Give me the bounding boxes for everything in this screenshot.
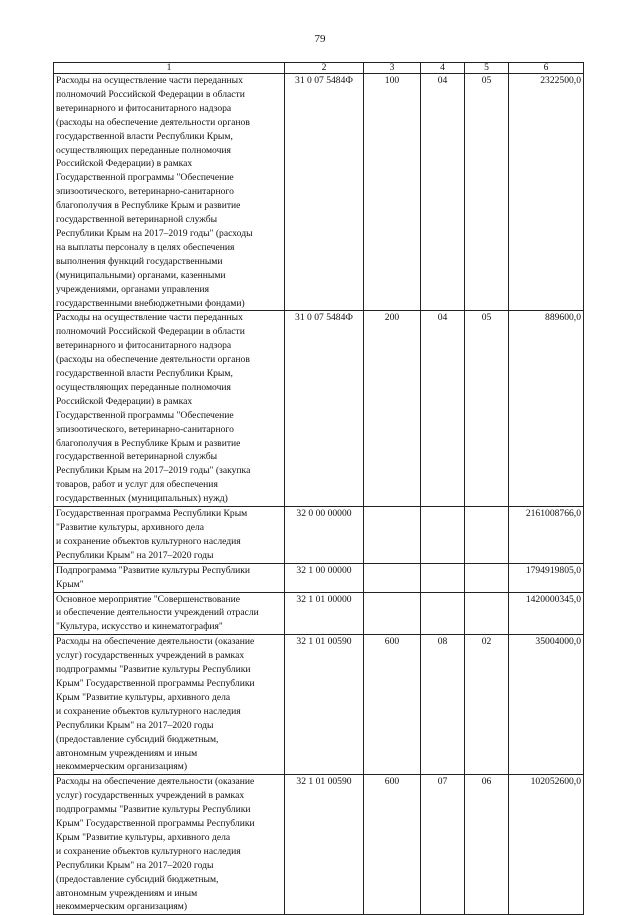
row-section: 04: [421, 311, 465, 507]
table-row: [54, 592, 584, 635]
row-description: Основное мероприятие "Совершенствование и обеспечение деятельности учреждений отрасли "Культура, искусство и кинематография": [54, 592, 285, 635]
row-target-code: 32 1 01 00590: [285, 775, 364, 915]
row-expense-type: [364, 563, 421, 592]
page-number: 79: [314, 33, 326, 45]
header-col-5: 5: [465, 63, 509, 74]
row-subsection: [465, 563, 509, 592]
table-row: [54, 311, 584, 507]
row-expense-type: [364, 507, 421, 564]
row-description: Расходы на осуществление части переданных полномочий Российской Федерации в области ветеринарного и фитосанитарного надзора (расходы на обеспечение деятельности органов государственной власти Республики Крым, осуществляющих переданные полномочия Российской Федерации) в рамках Государственной программы "Обеспечение эпизоотического, ветеринарно-санитарного благополучия в Республике Крым и развитие государственной ветеринарной службы Республики Крым на 2017–2019 годы" (закупка товаров, работ и услуг для обеспечения государственных (муниципальных) нужд): [54, 311, 285, 507]
row-amount: 2322500,0: [509, 74, 584, 311]
row-amount: 1420000345,0: [509, 592, 584, 635]
header-col-6: 6: [509, 63, 584, 74]
row-section: 08: [421, 635, 465, 775]
row-amount: 35004000,0: [509, 635, 584, 775]
header-col-4: 4: [421, 63, 465, 74]
header-row: [54, 63, 584, 74]
row-description: Расходы на осуществление части переданных полномочий Российской Федерации в области ветеринарного и фитосанитарного надзора (расходы на обеспечение деятельности органов государственной власти Республики Крым, осуществляющих переданные полномочия Российской Федерации) в рамках Государственной программы "Обеспечение эпизоотического, ветеринарно-санитарного благополучия в Республике Крым и развитие государственной ветеринарной службы Республики Крым на 2017–2019 годы" (расходы на выплаты персоналу в целях обеспечения выполнения функций государственными (муниципальными) органами, казенными учреждениями, органами управления государственными внебюджетными фондами): [54, 74, 285, 311]
row-section: 07: [421, 775, 465, 915]
row-target-code: 31 0 07 5484Ф: [285, 74, 364, 311]
row-target-code: 32 1 00 00000: [285, 563, 364, 592]
row-expense-type: [364, 592, 421, 635]
row-amount: 2161008766,0: [509, 507, 584, 564]
row-subsection: [465, 592, 509, 635]
table-header: [54, 63, 584, 74]
row-subsection: 05: [465, 74, 509, 311]
table-row: [54, 563, 584, 592]
header-col-1: 1: [54, 63, 285, 74]
row-subsection: [465, 507, 509, 564]
row-subsection: 06: [465, 775, 509, 915]
header-col-2: 2: [285, 63, 364, 74]
row-expense-type: 600: [364, 635, 421, 775]
row-amount: 1794919805,0: [509, 563, 584, 592]
row-description: Расходы на обеспечение деятельности (оказание услуг) государственных учреждений в рамках подпрограммы "Развитие культуры Республики Крым" Государственной программы Республики Крым "Развитие культуры, архивного дела и сохранение объектов культурного наследия Республики Крым" на 2017–2020 годы (предоставление субсидий бюджетным, автономным учреждениям и иным некоммерческим организациям): [54, 635, 285, 775]
row-amount: 102052600,0: [509, 775, 584, 915]
row-section: [421, 507, 465, 564]
table-row: [54, 507, 584, 564]
row-description: Подпрограмма "Развитие культуры Республики Крым": [54, 563, 285, 592]
row-section: [421, 592, 465, 635]
row-description: Расходы на обеспечение деятельности (оказание услуг) государственных учреждений в рамках подпрограммы "Развитие культуры Республики Крым" Государственной программы Республики Крым "Развитие культуры, архивного дела и сохранение объектов культурного наследия Республики Крым" на 2017–2020 годы (предоставление субсидий бюджетным, автономным учреждениям и иным некоммерческим организациям): [54, 775, 285, 915]
row-expense-type: 100: [364, 74, 421, 311]
table-row: [54, 775, 584, 915]
header-col-3: 3: [364, 63, 421, 74]
row-subsection: 05: [465, 311, 509, 507]
table-row: [54, 74, 584, 311]
row-target-code: 32 1 01 00000: [285, 592, 364, 635]
table-body: [54, 74, 584, 915]
row-section: 04: [421, 74, 465, 311]
row-subsection: 02: [465, 635, 509, 775]
row-target-code: 32 1 01 00590: [285, 635, 364, 775]
budget-table: [53, 62, 584, 915]
row-section: [421, 563, 465, 592]
row-description: Государственная программа Республики Крым "Развитие культуры, архивного дела и сохранение объектов культурного наследия Республики Крым" на 2017–2020 годы: [54, 507, 285, 564]
row-expense-type: 200: [364, 311, 421, 507]
row-target-code: 31 0 07 5484Ф: [285, 311, 364, 507]
row-expense-type: 600: [364, 775, 421, 915]
table-row: [54, 635, 584, 775]
row-amount: 889600,0: [509, 311, 584, 507]
row-target-code: 32 0 00 00000: [285, 507, 364, 564]
